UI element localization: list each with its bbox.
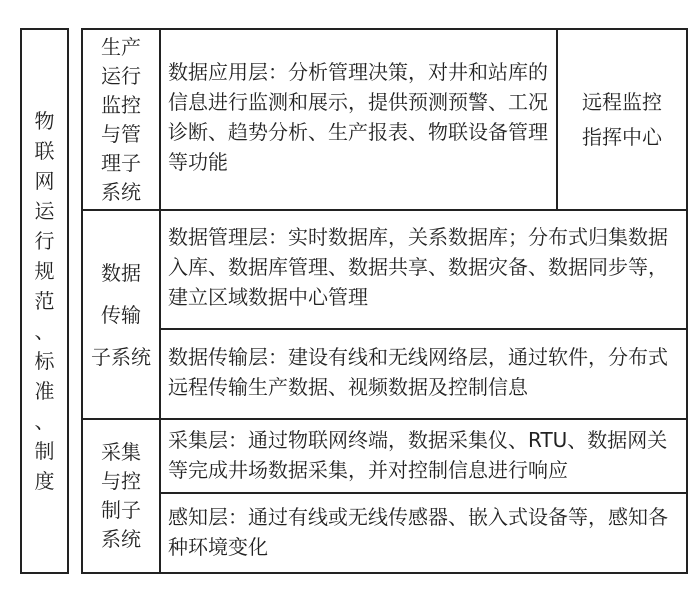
- collection-layer-text: 采集层：通过物联网终端，数据采集仪、RTU、数据网关等完成井场数据采集，并对控制信息进行响应: [168, 428, 668, 482]
- divider-collection-sensing: [159, 492, 688, 494]
- remote-center-label: 远程监控 指挥中心: [582, 89, 662, 149]
- production-subsystem-label: 生产 运行 监控 与管 理子 系统: [101, 34, 141, 204]
- divider-management-transmission: [159, 328, 688, 330]
- acquisition-subsystem-label: 采集 与控 制子 系统: [101, 440, 141, 551]
- standards-label: 物 联 网 运 行 规 范 、 标 准 、 制 度: [34, 109, 55, 493]
- management-layer-text: 数据管理层：实时数据库，关系数据库；分布式归集数据入库、数据库管理、数据共享、数据灾备、数据同步等，建立区域数据中心管理: [168, 225, 668, 309]
- divider-data-acquisition: [81, 418, 688, 420]
- data-transfer-subsystem-label: 数据 传输 子系统: [91, 260, 151, 369]
- divider-production-data: [81, 209, 688, 211]
- sensing-layer-text: 感知层：通过有线或无线传感器、嵌入式设备等，感知各种环境变化: [168, 505, 668, 559]
- transmission-layer-text: 数据传输层：建设有线和无线网络层，通过软件，分布式远程传输生产数据、视频数据及控制信息: [168, 345, 668, 399]
- application-layer-text: 数据应用层：分析管理决策，对井和站库的信息进行监测和展示，提供预测预警、工况诊断、趋势分析、生产报表、物联设备管理等功能: [168, 60, 548, 174]
